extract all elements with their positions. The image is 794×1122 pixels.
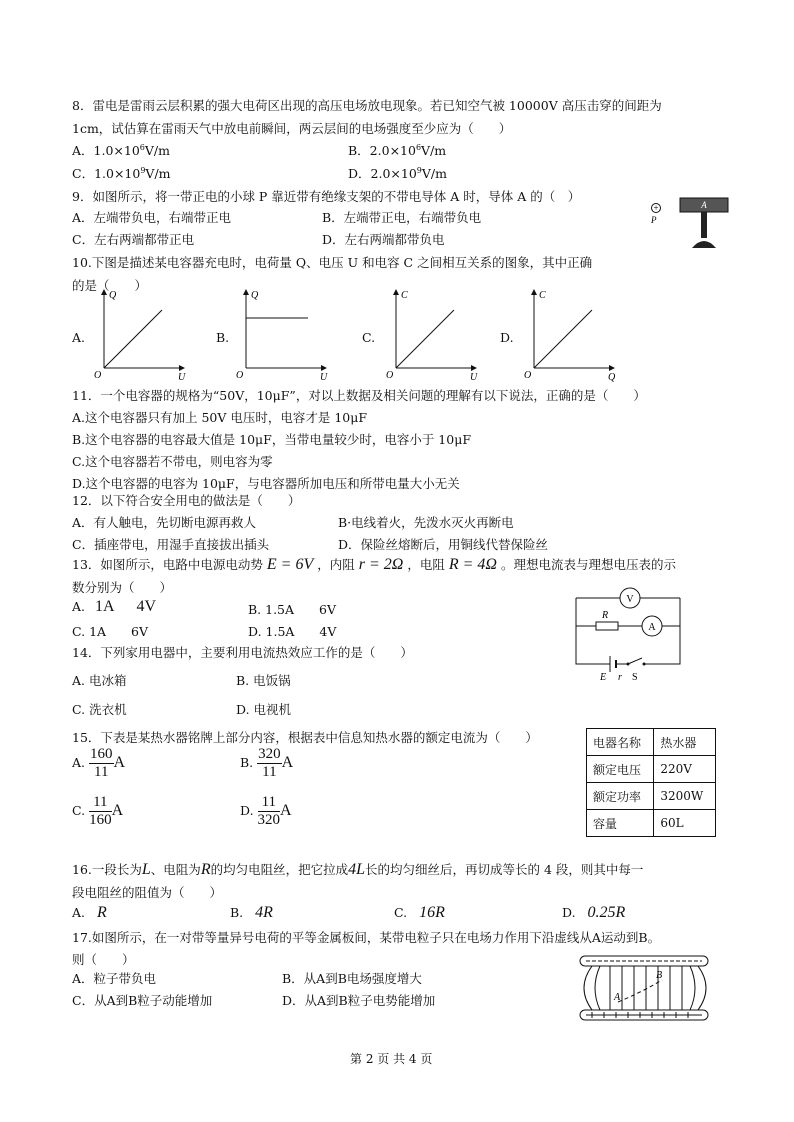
y-axis-label: C <box>401 290 408 301</box>
q17-stem-line2: 则（ ） <box>72 952 135 967</box>
q17-option-b: B．从A到B电场强度增大 <box>282 971 422 986</box>
q17-option-a: A．粒子带负电 <box>72 971 157 986</box>
field-lines <box>584 966 706 1010</box>
table-cell: 220V <box>654 756 716 783</box>
q16-option-d: D. 0.25R <box>562 904 626 921</box>
table-cell: 额定电压 <box>587 756 654 783</box>
point-a-label: A <box>614 992 621 1003</box>
q10-graph-b-label: B. <box>216 330 230 345</box>
switch-blade <box>628 658 642 664</box>
q16-option-b: B. 4R <box>230 904 273 921</box>
table-cell: 3200W <box>654 783 716 810</box>
q12-option-d: D．保险丝熔断后，用铜线代替保险丝 <box>338 537 549 552</box>
q8-option-b: B．$2.0\times 10^6V/m$ <box>348 142 447 158</box>
q15-option-c: C. $\frac{11}{160}$ A <box>72 794 124 828</box>
emf-value: E = 6V <box>266 556 314 573</box>
q9-option-b: B．左端带正电，右端带负电 <box>322 210 482 225</box>
resistor <box>596 622 618 630</box>
particle-trajectory <box>618 980 662 1002</box>
switch-label: S <box>632 672 638 682</box>
q14-option-a: A. 电冰箱 <box>72 673 127 688</box>
voltmeter-label: V <box>626 594 634 605</box>
origin-label: O <box>236 370 244 381</box>
table-cell: 容量 <box>587 810 654 837</box>
q14-option-d: D. 电视机 <box>236 702 292 717</box>
q10-graph-b <box>232 286 332 382</box>
q13-option-b: B. 1.5A 6V <box>248 602 337 617</box>
wire-left <box>576 598 610 664</box>
table-row <box>587 729 716 756</box>
origin-label: O <box>386 370 394 381</box>
fraction: $\frac{320}{11}$ <box>258 746 281 780</box>
resistance-value: R = 4Ω <box>448 556 497 573</box>
q9-figure <box>640 190 732 252</box>
fraction: $\frac{11}{320}$ <box>257 794 281 828</box>
q17-field-figure <box>570 952 720 1028</box>
q11-option-b: B.这个电容器的电容最大值是 10μF，当带电量较少时，电容小于 10μF <box>72 432 472 447</box>
q9-option-a: A．左端带负电，右端带正电 <box>72 210 232 225</box>
q10-graph-a <box>90 286 190 382</box>
q14-stem: 14．下列家用电器中，主要利用电流热效应工作的是（ ） <box>72 645 413 660</box>
q11-stem: 11．一个电容器的规格为“50V，10μF”，对以上数据及相关问题的理解有以下说法，正确的是（ ） <box>72 388 646 403</box>
q11-option-d: D.这个电容器的电容为 10μF，与电容器所加电压和所带电量大小无关 <box>72 476 460 491</box>
q8-stem-line1: 8．雷电是雷雨云层积累的强大电荷区出现的高压电场放电现象。若已知空气被 10000V 高压击穿的间距为 <box>72 98 662 113</box>
ball-charge-label: + <box>653 203 659 213</box>
q9-stem: 9．如图所示，将一带正电的小球 P 靠近带有绝缘支架的不带电导体 A 时，导体 A 的（ ） <box>72 189 581 204</box>
graph-line <box>104 310 162 368</box>
q10-graph-c <box>382 286 482 382</box>
q16-option-c: C. 16R <box>394 904 445 921</box>
ammeter-label: A <box>648 622 656 633</box>
resistor-label: R <box>602 610 609 621</box>
q16-stem-line1: 16.一段长为L、电阻为R的均匀电阻丝，把它拉成4L长的均匀细丝后，再切成等长的 4 段，则其中每一 <box>72 861 644 878</box>
table-cell: 60L <box>654 810 716 837</box>
q15-option-d: D. $\frac{11}{320}$ A <box>240 794 292 828</box>
y-axis-label: C <box>539 290 546 301</box>
conductor-label-a: A <box>701 200 707 210</box>
emf-label: E <box>600 672 607 682</box>
q13-stem-line1: 13．如图所示，电路中电源电动势 E = 6V ，内阻 r = 2Ω ，电阻 R = 4Ω 。理想电流表与理想电压表的示 <box>72 556 676 573</box>
x-axis-label: Q <box>608 372 616 382</box>
q16-option-a: A. R <box>72 904 107 921</box>
switch-contact <box>643 663 646 666</box>
origin-label: O <box>94 370 102 381</box>
q12-stem: 12．以下符合安全用电的做法是（ ） <box>72 493 301 508</box>
table-row <box>587 756 716 783</box>
internal-resistance-value: r = 2Ω <box>358 556 404 573</box>
x-axis-label: U <box>470 372 478 382</box>
q8-stem-line2: 1cm，试估算在雷雨天气中放电前瞬间，两云层间的电场强度至少应为（ ） <box>72 121 512 136</box>
q15-nameplate-table <box>586 728 716 837</box>
stand-base <box>692 241 716 248</box>
origin-label: O <box>524 370 532 381</box>
q10-stem-line1: 10.下图是描述某电容器充电时，电荷量 Q、电压 U 和电容 C 之间相互关系的图象，其中正确 <box>72 255 593 270</box>
q15-option-a: A. $\frac{160}{11}$ A <box>72 746 126 780</box>
q14-option-b: B. 电饭锅 <box>236 673 291 688</box>
q17-stem-line1: 17.如图所示，在一对带等量异号电荷的平等金属板间，某带电粒子只在电场力作用下沿虚线从A运动到B。 <box>72 930 661 945</box>
graph-line <box>534 310 592 368</box>
fraction: $\frac{160}{11}$ <box>90 746 113 780</box>
fraction: $\frac{11}{160}$ <box>89 794 112 828</box>
table-row <box>587 810 716 837</box>
q10-graph-d-label: D. <box>500 330 514 345</box>
q12-option-a: A．有人触电，先切断电源再救人 <box>72 515 257 530</box>
q8-option-c: C．$1.0\times 10^9V/m$ <box>72 165 171 181</box>
graph-line <box>396 310 454 368</box>
x-axis-label: U <box>320 372 328 382</box>
q16-stem-line2: 段电阻丝的阻值为（ ） <box>72 885 223 900</box>
q13-option-d: D. 1.5A 4V <box>248 624 337 639</box>
x-axis-label: U <box>178 372 186 382</box>
q15-option-b: B. $\frac{320}{11}$ A <box>240 746 294 780</box>
q17-option-c: C．从A到B粒子动能增加 <box>72 993 213 1008</box>
q13-option-a: A. 1A 4V <box>72 598 157 615</box>
q15-stem: 15．下表是某热水器铭牌上部分内容，根据表中信息知热水器的额定电流为（ ） <box>72 730 538 745</box>
q9-option-c: C．左右两端都带正电 <box>72 232 195 247</box>
table-cell: 热水器 <box>654 729 716 756</box>
q13-circuit-figure <box>566 580 686 682</box>
page-number: 第 2 页 共 4 页 <box>350 1052 433 1066</box>
table-cell: 电器名称 <box>587 729 654 756</box>
internal-r-label: r <box>618 672 622 682</box>
insulating-stand <box>701 212 707 238</box>
q11-option-c: C.这个电容器若不带电，则电容为零 <box>72 454 273 469</box>
q12-option-b: B·电线着火，先泼水灭火再断电 <box>338 515 514 530</box>
q13-stem-line2: 数分别为（ ） <box>72 580 173 595</box>
y-axis-label: Q <box>251 290 259 301</box>
q10-graph-a-label: A. <box>72 330 86 345</box>
table-row <box>587 783 716 810</box>
ball-label-p: P <box>651 215 657 225</box>
y-axis-label: Q <box>109 290 117 301</box>
q10-graph-d <box>520 286 620 382</box>
q10-stem-line2: 的是（ ） <box>72 278 148 293</box>
q8-option-a: A．$1.0\times 10^6V/m$ <box>72 142 170 158</box>
point-b-label: B <box>656 970 663 981</box>
q10-graph-c-label: C. <box>362 330 376 345</box>
q13-option-c: C. 1A 6V <box>72 624 149 639</box>
q12-option-c: C．插座带电，用湿手直接拔出插头 <box>72 537 270 552</box>
q8-option-d: D．$2.0\times 10^9V/m$ <box>348 165 447 181</box>
q14-option-c: C. 洗衣机 <box>72 702 127 717</box>
table-cell: 额定功率 <box>587 783 654 810</box>
q17-option-d: D．从A到B粒子电势能增加 <box>282 993 436 1008</box>
q11-option-a: A.这个电容器只有加上 50V 电压时，电容才是 10μF <box>72 410 368 425</box>
q9-option-d: D．左右两端都带负电 <box>322 232 445 247</box>
